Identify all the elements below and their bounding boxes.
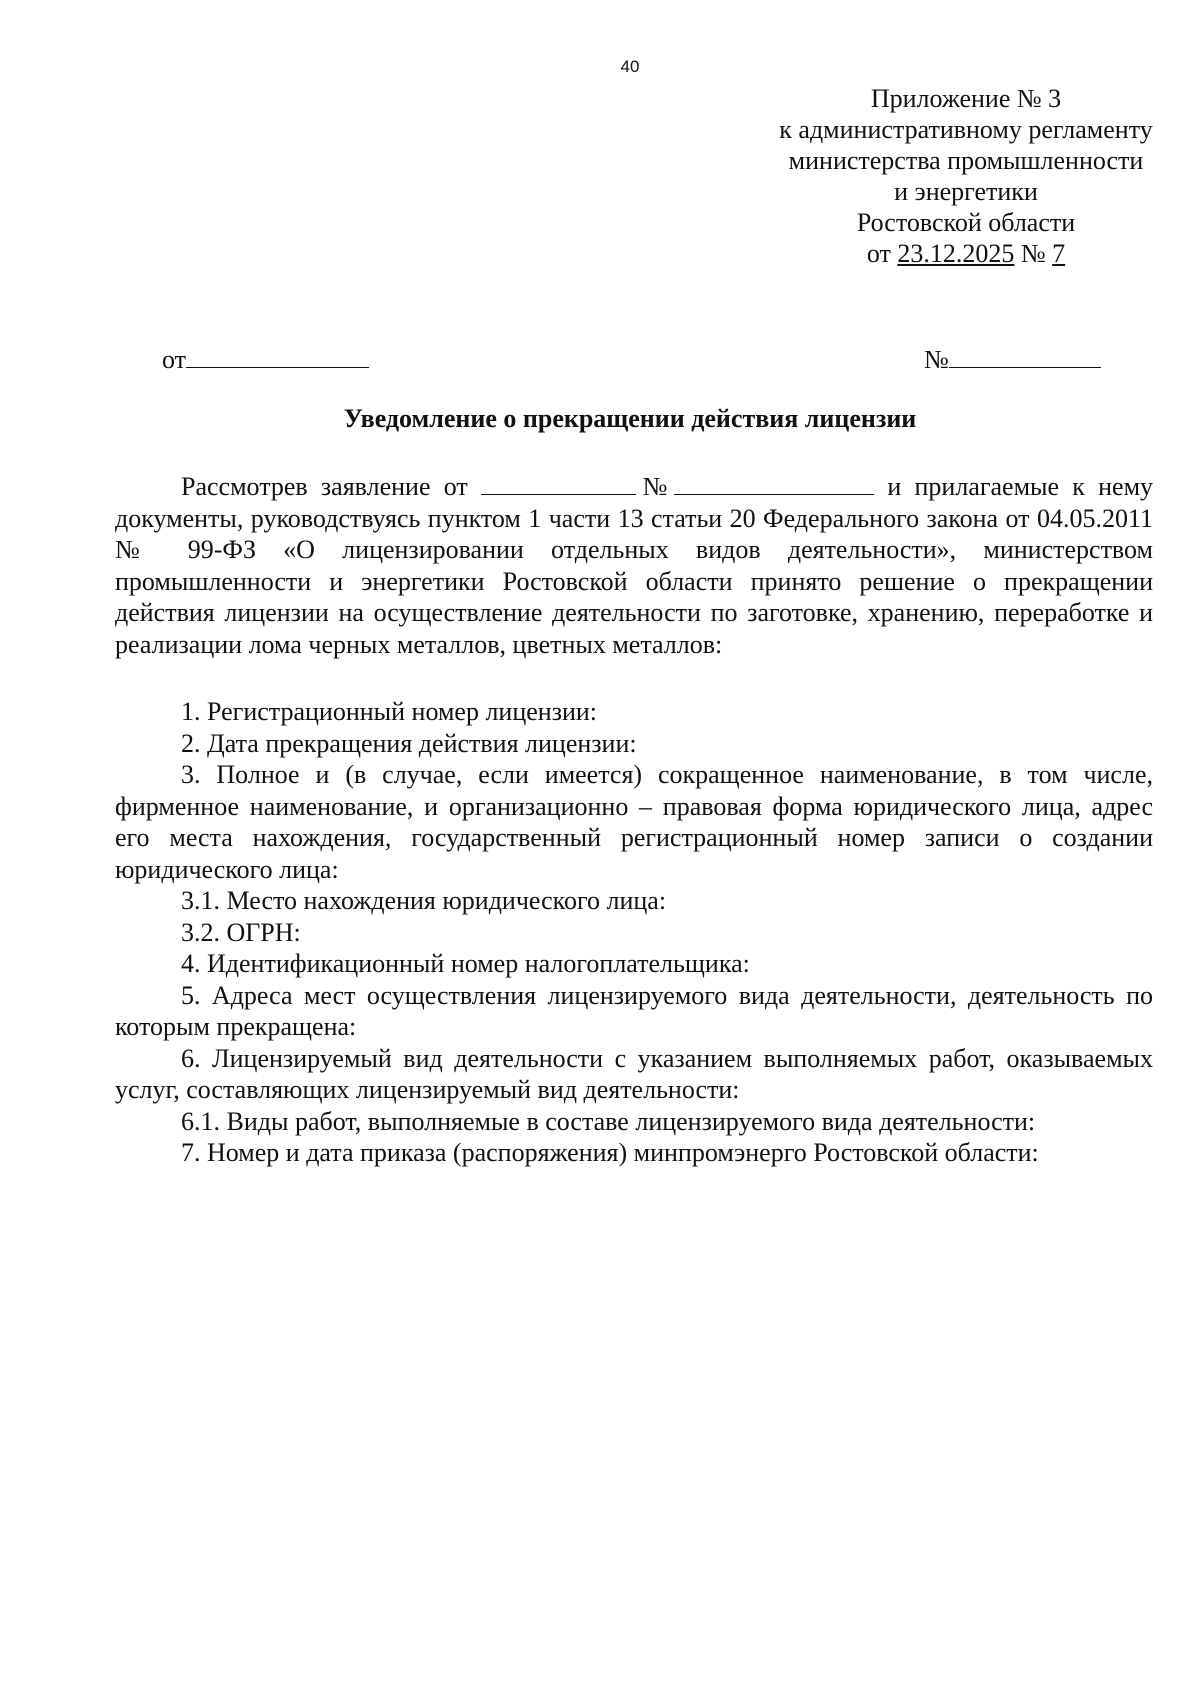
intro-paragraph [115,470,1153,660]
list-item: 1. Регистрационный номер лицензии: [181,697,598,726]
list-item: 3.2. ОГРН: [181,917,301,947]
notice-number-label: № [924,345,949,374]
list-item: 4. Идентификационный номер налогоплательщика: [181,949,750,978]
appendix-number: 7 [1052,239,1066,268]
intro-text-rest: и прилагаемые к нему документы, руководствуясь пунктом 1 части 13 статьи 20 Федерального закона от 04.05.2011 № 99-ФЗ «О лицензировании отдельных видов деятельности», министерством промышленности и энергетики Ростовской области принято решение о прекращении действия лицензии на осуществление деятельности по заготовке, хранению, переработке и реализации лома черных металлов, цветных металлов: [115,472,1154,659]
notice-date-blank [186,343,369,368]
document-title: Уведомление о прекращении действия лицензии [343,404,917,433]
page-number: 40 [620,57,640,76]
list-item: 3.1. Место нахождения юридического лица: [181,886,667,915]
appendix-date: 23.12.2025 [897,239,1015,268]
appendix-subtitle-line: к административному регламенту [779,115,1153,144]
intro-text-start: Рассмотрев заявление от [181,472,468,501]
list-item: 6.1. Виды работ, выполняемые в составе лицензируемого вида деятельности: [181,1106,1036,1136]
appendix-header [716,83,1200,269]
list-item: 2. Дата прекращения действия лицензии: [181,728,637,758]
application-date-blank [481,470,636,495]
appendix-number-prefix: № [1020,239,1046,268]
appendix-date-prefix: от [866,239,891,268]
appendix-subtitle-line: и энергетики [894,177,1038,206]
list-item: 5. Адреса мест осуществления лицензируемого вида деятельности, деятельность по которым прекращена: [115,980,1153,1041]
appendix-title: Приложение № 3 [870,84,1062,113]
notice-number-blank [949,343,1101,368]
list-item: 7. Номер и дата приказа (распоряжения) минпромэнерго Ростовской области: [181,1138,1039,1167]
notice-number-field [924,343,1101,375]
list-item: 6. Лицензируемый вид деятельности с указанием выполняемых работ, оказываемых услуг, составляющих лицензируемый вид деятельности: [115,1043,1153,1104]
intro-number-sign: № [635,472,675,501]
list-item: 3. Полное и (в случае, если имеется) сокращенное наименование, в том числе, фирменное наименование, и организационно – правовая форма юридического лица, адрес его места нахождения, государственный регистрационный номер записи о создании юридического лица: [115,760,1153,884]
notice-date-field [162,343,369,375]
appendix-subtitle-line: министерства промышленности [788,146,1144,175]
appendix-date-line [716,238,1200,269]
appendix-subtitle-line: Ростовской области [856,208,1076,237]
items-list [115,696,1153,1169]
notice-date-label: от [162,345,187,374]
application-number-blank [674,470,874,495]
